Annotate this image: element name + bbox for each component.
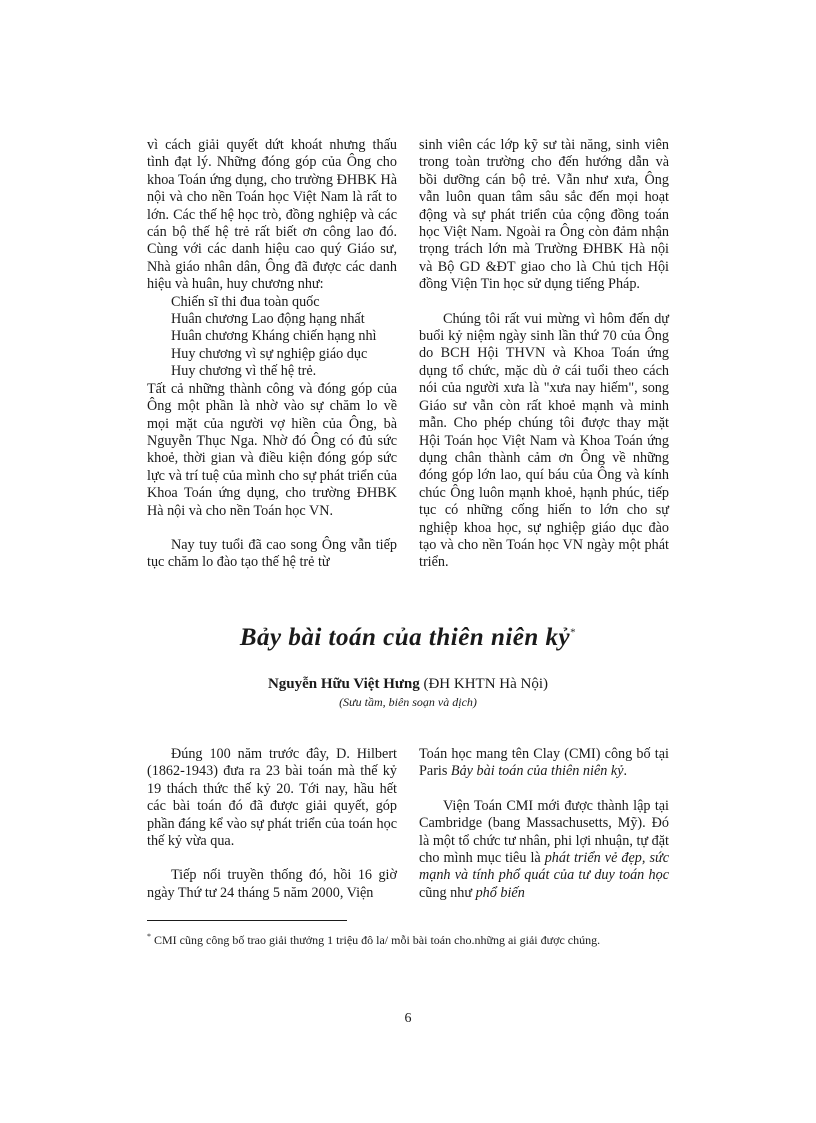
honor-item: Huy chương vì sự nghiệp giáo dục: [171, 345, 368, 362]
footnote-marker: *: [570, 626, 577, 639]
honor-item: Huy chương vì thế hệ trẻ.: [171, 363, 317, 380]
paragraph: sinh viên các lớp kỹ sư tài năng, sinh viên trong toàn trường cho đến hướng dẫn và bồi dưỡng cán bộ trẻ. Vẫn như xưa, Ông vẫn luôn quan tâm sâu sắc đến mọi hoạt động và sự phát triển của cộng đồng toán học Việt Nam. Ngoài ra Ông còn đảm nhận trọng trách lớn mà Trường ĐHBK Hà nội và Bộ GD &ĐT giao cho là Chủ tịch Hội đồng Viện Tin học sử dụng tiếng Pháp.: [419, 137, 669, 293]
author-name: Nguyễn Hữu Việt Hưng: [267, 676, 420, 692]
byline: [0, 676, 816, 693]
italic-title: Bảy bài toán của thiên niên kỷ: [450, 763, 624, 780]
paragraph: Tiếp nối truyền thống đó, hồi 16 giờ ngày Thứ tư 24 tháng 5 năm 2000, Viện: [147, 867, 397, 901]
paragraph: Nay tuy tuổi đã cao song Ông vẫn tiếp tục chăm lo đào tạo thế hệ trẻ từ: [147, 536, 397, 571]
column-top-left: [147, 137, 397, 572]
honor-item: Huân chương Kháng chiến hạng nhì: [171, 328, 377, 345]
footnote-mark: *: [147, 932, 151, 941]
article-title-text: Bảy bài toán của thiên niên kỷ: [239, 624, 571, 651]
paragraph: vì cách giải quyết dứt khoát nhưng thấu tình đạt lý. Những đóng góp của Ông cho khoa Toán ứng dụng, cho trường ĐHBK Hà nội và cho nền Toán học Việt Nam là rất to lớn. Các thế hệ học trò, đồng nghiệp và các cán bộ thế hệ trẻ rất biết ơn công lao đó. Cùng với các danh hiệu cao quý Giáo sư, Nhà giáo nhân dân, Ông đã được các danh hiệu và huân, huy chương như:: [147, 137, 397, 293]
column-bottom-left: [147, 746, 397, 902]
footnote-divider: [147, 920, 347, 921]
author-affiliation: (ĐH KHTN Hà Nội): [423, 676, 549, 692]
honor-item: Chiến sĩ thi đua toàn quốc: [171, 293, 320, 310]
italic-phrase: phát triển vẻ đẹp, sức mạnh và tính phổ quát của tư duy toán học: [419, 850, 669, 884]
footnote-text: CMI cũng công bố trao giải thưởng 1 triệu đô la/ mỗi bài toán cho.những ai giải được chúng.: [151, 933, 601, 947]
column-top-right: [419, 137, 669, 572]
paragraph: Tất cả những thành công và đóng góp của Ông một phần là nhờ vào sự chăm lo về mọi mặt của người vợ hiền của Ông, bà Nguyễn Thục Nga. Nhờ đó Ông có đủ sức khoẻ, thời gian và điều kiện đóng góp sức lực và trí tuệ của mình cho sự phát triển của Khoa Toán ứng dụng, cho trường ĐHBK Hà nội và cho nền Toán học VN.: [147, 380, 397, 519]
footnote: [147, 929, 677, 948]
text-run: .: [623, 763, 628, 780]
text-run: Toán học mang tên Clay (CMI) công bố tại Paris: [419, 746, 669, 780]
honor-item: Huân chương Lao động hạng nhất: [171, 311, 365, 328]
text-run: cũng như: [419, 884, 476, 901]
paragraph: [419, 798, 669, 902]
italic-phrase: phổ biến: [475, 884, 525, 901]
paragraph: [419, 746, 669, 781]
page-number: 6: [404, 1011, 412, 1026]
text-run: Viện Toán CMI mới được thành lập tại Cambridge (bang Massachusetts, Mỹ). Đó là một tổ chức tư nhân, phi lợi nhuận, tự đặt cho mình mục tiêu là: [419, 797, 669, 867]
paragraph: Đúng 100 năm trước đây, D. Hilbert (1862-1943) đưa ra 23 bài toán mà thế kỷ 19 thách thức thế kỷ 20. Tới nay, hầu hết các bài toán đó đã được giải quyết, góp phần đáng kể vào sự phát triển của toán học thế kỷ vừa qua.: [147, 746, 397, 850]
article-title: [0, 624, 816, 652]
paragraph: Chúng tôi rất vui mừng vì hôm đến dự buổi kỷ niệm ngày sinh lần thứ 70 của Ông do BCH Hội THVN và Khoa Toán ứng dụng tổ chức, mặc dù ở cái tuổi theo cách nói của người xưa là "xưa nay hiếm", song Giáo sư vẫn còn rất khoẻ mạnh và minh mẫn. Cho phép chúng tôi được thay mặt Hội Toán học Việt Nam và Khoa Toán ứng dụng chân thành cảm ơn Ông về những đóng góp lớn lao, quí báu của Ông và kính chúc Ông luôn mạnh khoẻ, hạnh phúc, tiếp tục có những cống hiến to lớn cho sự nghiệp khoa học, sự nghiệp giáo dục đào tạo và cho nền Toán học VN ngày một phát triển.: [419, 310, 669, 571]
column-bottom-right: [419, 746, 669, 902]
byline-note: (Sưu tầm, biên soạn và dịch): [339, 695, 477, 709]
